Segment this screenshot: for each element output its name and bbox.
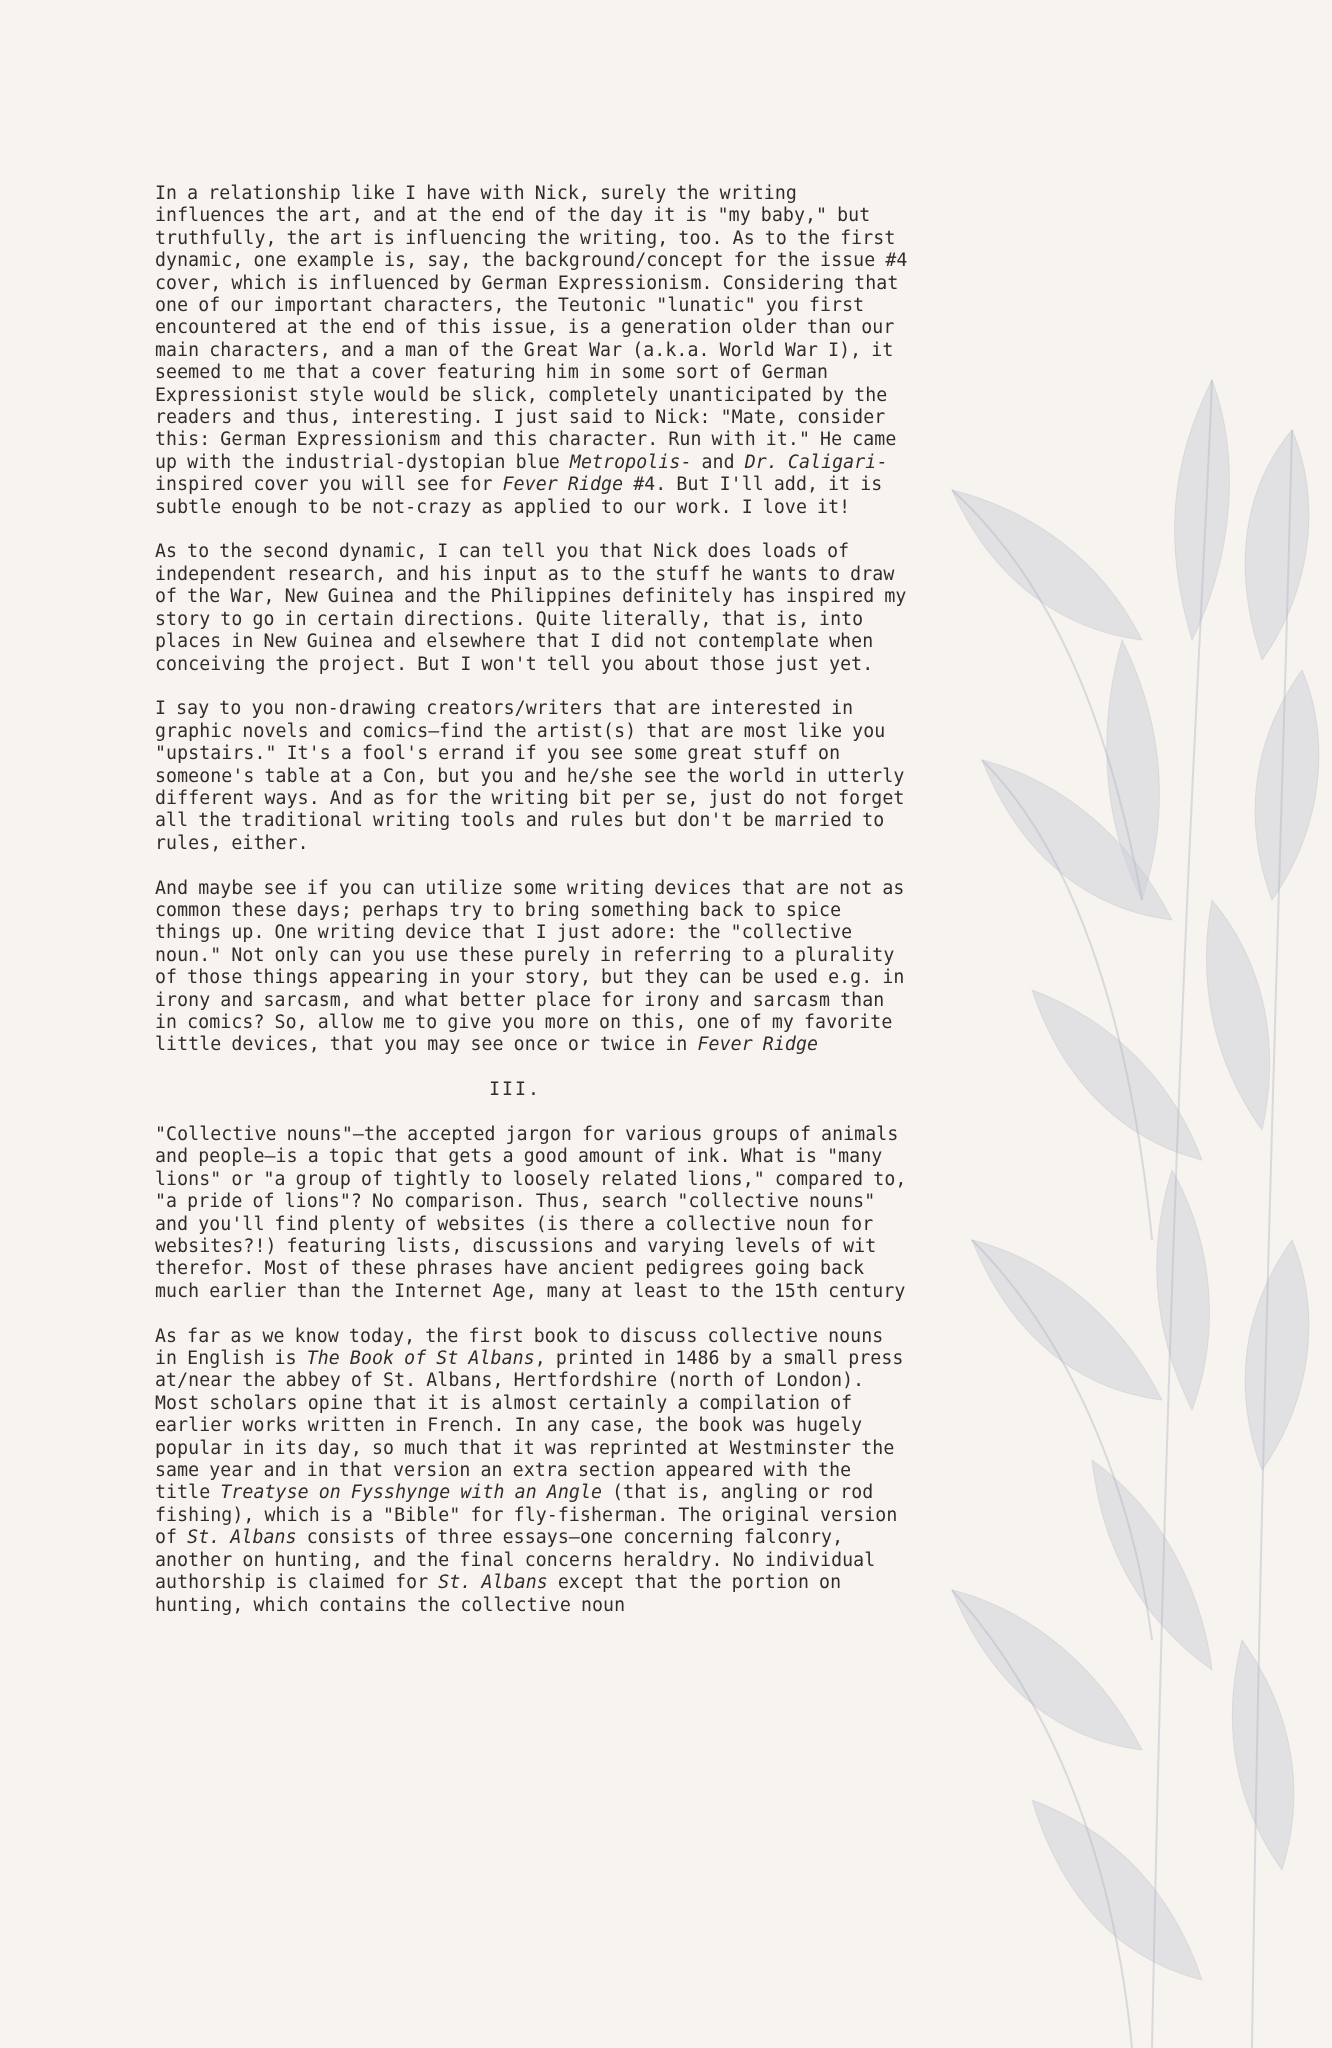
paragraph-text: -inspired cover you will see for <box>155 451 888 496</box>
article-paragraph <box>155 183 915 519</box>
botanical-leaves-illustration <box>912 340 1332 2048</box>
italic-title: The Book of St Albans <box>306 1348 535 1370</box>
italic-title: Treatyse on Fysshynge with an Angle <box>220 1482 603 1504</box>
article-paragraph <box>155 1124 915 1303</box>
italic-title: Metropolis <box>569 451 681 473</box>
italic-title: Fever Ridge <box>697 1034 819 1056</box>
paragraph-text: As to the second dynamic, I can tell you that Nick does loads of independent research, and his input as to the stuff he wants to draw of the War, New Guinea and the Philippines definitely has inspired my story to go in certain directions. Quite literally, that is, into places in New Guinea and elsewhere that I did not contemplate when conceiving the project. But I won't tell you about those just yet. <box>155 541 907 675</box>
article-paragraph <box>155 878 915 1057</box>
paragraph-text: In a relationship like I have with Nick, surely the writing influences the art, and at the end of the day it is "my baby," but truthfully, the art is influencing the writing, too. As to the first dynamic, one example is, say, the background/concept for the issue #4 cover, which is influenced by German Expressionism. Considering that one of our important characters, the Teutonic "lunatic" you first encountered at the end of this issue, is a generation older than our main characters, and a man of the Great War (a.k.a. World War I), it seemed to me that a cover featuring him in some sort of German Expressionist style would be slick, completely unanticipated by the readers and thus, interesting. I just said to Nick: "Mate, consider this: German Expressionism and this character. Run with it." He came up with the industrial-dystopian blue <box>155 183 908 473</box>
section-heading: III. <box>489 1079 541 1101</box>
article-paragraph <box>155 541 915 675</box>
article-paragraph <box>155 698 915 855</box>
italic-title: Dr. Caligari <box>744 451 877 473</box>
italic-title: St. Albans <box>187 1527 297 1549</box>
italic-title: St. Albans <box>438 1572 548 1594</box>
article-body <box>155 183 915 1639</box>
italic-title: Fever Ridge <box>502 474 624 496</box>
paragraph-text: , printed in 1486 by a small press at/near the abbey of St. Albans, Hertfordshire (north of London). Most scholars opine that it is almost certainly a compilation of earlier works written in French. In any case, the book was hugely popular in its day, so much that it was reprinted at Westminster the same year and in that version an extra section appeared with the title <box>155 1348 904 1504</box>
paragraph-text: consists of three essays—one concerning falconry, another on hunting, and the final concerns heraldry. No individual authorship is claimed for <box>155 1527 876 1594</box>
paragraph-text: As far as we know today, the first book to discuss collective nouns in English is <box>155 1325 884 1370</box>
paragraph-text: - and <box>680 451 745 473</box>
article-paragraph <box>155 1326 915 1617</box>
paragraph-text: (that is, angling or rod fishing), which is a "Bible" for fly-fisherman. The original version of <box>155 1482 898 1549</box>
paragraph-text: "Collective nouns"—the accepted jargon for various groups of animals and people—is a topic that gets a good amount of ink. What is "many lions" or "a group of tightly to loosely related lions," compared to, "a pride of lions"? No comparison. Thus, search "collective nouns" and you'll find plenty of websites (is there a collective noun for websites?!) featuring lists, discussions and varying levels of wit therefor. Most of these phrases have ancient pedigrees going back much earlier than the Internet Age, many at least to the 15th century <box>155 1123 907 1302</box>
paragraph-text: #4. But I'll add, it is subtle enough to be not-crazy as applied to our work. I love it! <box>155 474 883 518</box>
paragraph-text: except that the portion on hunting, which contains the collective noun <box>155 1572 842 1616</box>
paragraph-text: I say to you non-drawing creators/writers that are interested in graphic novels and comics—find the artist(s) that are most like you "upstairs." It's a fool's errand if you see some great stuff on someone's table at a Con, but you and he/she see the world in utterly different ways. And as for the writing bit per se, just do not forget all the traditional writing tools and rules but don't be married to rules, either. <box>155 698 905 854</box>
paragraph-text: And maybe see if you can utilize some writing devices that are not as common these days; perhaps try to bring something back to spice things up. One writing device that I just adore: the "collective noun." Not only can you use these purely in referring to a plurality of those things appearing in your story, but they can be used e.g. in irony and sarcasm, and what better place for irony and sarcasm than in comics? So, allow me to give you more on this, one of my favorite little devices, that you may see once or twice in <box>155 877 905 1056</box>
